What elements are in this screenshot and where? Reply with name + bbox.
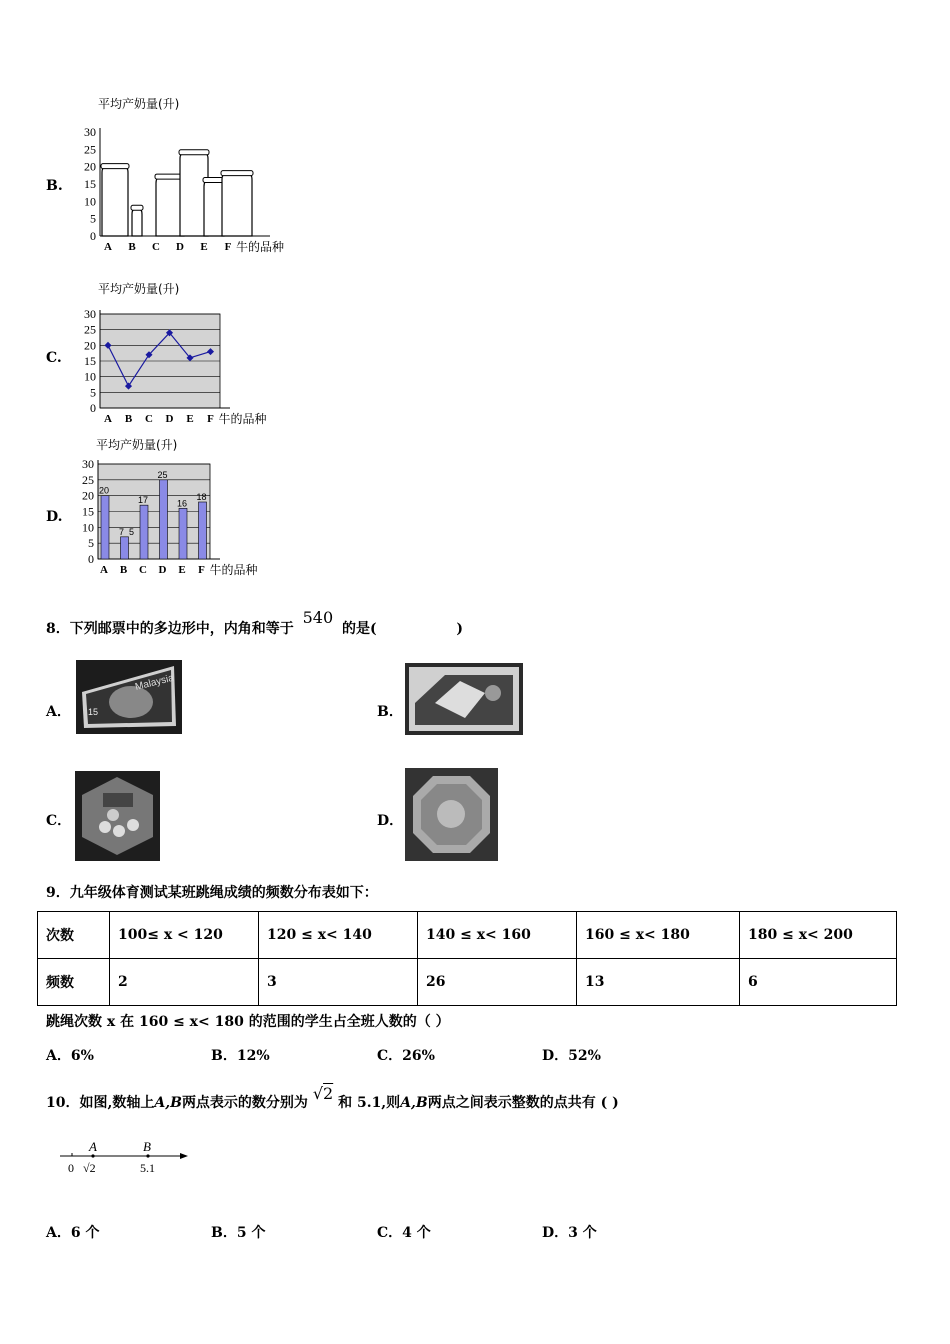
table-cell: 13 — [577, 959, 740, 1006]
x-tick-label: F — [224, 241, 232, 253]
x-tick-label: A — [104, 413, 112, 425]
point-a — [91, 1154, 94, 1157]
chart-title: 平均产奶量(升) — [96, 438, 178, 452]
y-tick-label: 10 — [84, 194, 96, 209]
y-tick-label: 20 — [84, 159, 96, 174]
q8-suffix: 的是( — [342, 621, 377, 637]
q9-question: 跳绳次数 x 在 160 ≤ x< 180 的范围的学生占全班人数的（ ） — [46, 1014, 450, 1030]
y-tick-label: 10 — [84, 369, 96, 384]
x-tick-label: E — [200, 241, 208, 253]
stamp-a-value: 15 — [88, 707, 99, 717]
stamp-a-image — [76, 660, 182, 734]
bar-jar-lid — [179, 150, 209, 155]
table-row — [38, 959, 897, 1006]
table-cell: 120 ≤ x< 140 — [259, 912, 418, 959]
q10-text — [46, 1084, 619, 1112]
data-label: 5 — [128, 526, 135, 537]
q10-ab-2: A,B — [400, 1095, 428, 1111]
stamp-c-graphic — [75, 771, 160, 861]
y-tick-label: 25 — [84, 322, 96, 337]
stamp-c-image — [75, 771, 160, 861]
q9-option-c: C．26% — [377, 1048, 435, 1064]
q10-stem-c: 和 5.1,则 — [338, 1095, 401, 1111]
y-tick-label: 25 — [82, 472, 94, 487]
stamp-b-image — [405, 663, 523, 735]
x-tick-label: B — [124, 413, 133, 425]
chart-c — [70, 281, 290, 431]
q10-ab: A,B — [154, 1095, 182, 1111]
y-tick-label: 30 — [84, 125, 96, 139]
x-axis-title: 牛的品种 — [218, 412, 267, 426]
y-tick-label: 25 — [84, 142, 96, 157]
number-line — [58, 1136, 198, 1176]
q9-text: 9．九年级体育测试某班跳绳成绩的频数分布表如下： — [46, 885, 378, 901]
bar-jar — [132, 208, 142, 236]
stamp-a-graphic — [76, 660, 182, 734]
label-b: B — [143, 1139, 151, 1154]
table-cell: 26 — [418, 959, 577, 1006]
x-tick-label: A — [100, 564, 108, 576]
x-tick-label: E — [178, 564, 186, 576]
y-tick-label: 15 — [84, 177, 96, 191]
q8-text — [46, 608, 464, 638]
table-cell: 频数 — [38, 959, 110, 1006]
y-tick-label: 5 — [90, 211, 96, 226]
point-b — [146, 1154, 149, 1157]
y-tick-label: 0 — [88, 552, 94, 566]
x-tick-label: F — [207, 413, 214, 425]
q10-option-a: A．6 个 — [46, 1225, 100, 1241]
stamp-d-image — [405, 768, 498, 861]
q10-stem-a: 10．如图,数轴上 — [46, 1095, 155, 1111]
data-label: 16 — [176, 498, 188, 509]
y-tick-label: 0 — [90, 229, 96, 243]
x-tick-label: B — [119, 564, 128, 576]
data-label: 7 — [118, 526, 125, 537]
q10-sqrt-value: 2 — [323, 1084, 334, 1103]
q10-option-b: B．5 个 — [211, 1225, 266, 1241]
x-tick-label: C — [152, 241, 160, 253]
y-tick-label: 5 — [90, 385, 96, 400]
bar — [160, 480, 168, 559]
option-b-label: B. — [46, 178, 63, 194]
q9-option-b: B．12% — [211, 1048, 270, 1064]
data-label: 18 — [196, 492, 207, 502]
q10-sqrt: √2 — [312, 1084, 334, 1103]
bar — [140, 505, 148, 559]
stamp-b-graphic — [405, 663, 523, 735]
x-tick-label: D — [165, 413, 174, 425]
bar-jar-lid — [101, 164, 129, 169]
q8-option-c: C． — [46, 813, 72, 829]
q9-option-d: D．52% — [542, 1048, 601, 1064]
x-axis-title: 牛的品种 — [236, 240, 285, 254]
x-tick-label: C — [145, 413, 153, 425]
label-zero: 0 — [68, 1161, 74, 1175]
q10-stem-b: 两点表示的数分别为 — [181, 1095, 308, 1111]
q10-option-c: C．4 个 — [377, 1225, 431, 1241]
table-cell: 3 — [259, 959, 418, 1006]
q8-option-a: A． — [46, 704, 71, 720]
q9-option-a: A．6% — [46, 1048, 94, 1064]
x-tick-label: D — [176, 241, 184, 253]
bar-jar-lid — [131, 205, 143, 210]
table-cell: 6 — [740, 959, 897, 1006]
bar-jar-lid — [221, 171, 253, 176]
stamp-d-graphic — [405, 768, 498, 861]
q8-option-b: B． — [377, 704, 403, 720]
q8-stem: 8．下列邮票中的多边形中，内角和等于 — [46, 621, 294, 637]
bar — [101, 496, 109, 559]
x-tick-label: C — [139, 564, 147, 576]
label-b-value: 5.1 — [140, 1161, 155, 1175]
q8-option-d: D． — [377, 813, 404, 829]
bar-jar — [222, 174, 252, 236]
y-tick-label: 0 — [90, 401, 96, 415]
option-d-label: D. — [46, 509, 63, 525]
chart-title: 平均产奶量(升) — [98, 97, 180, 111]
chart-title: 平均产奶量(升) — [98, 282, 180, 296]
x-tick-label: E — [186, 413, 194, 425]
y-tick-label: 20 — [82, 488, 94, 503]
q8-value: 540 — [302, 608, 334, 627]
chart-d — [70, 437, 280, 582]
x-tick-label: D — [158, 564, 167, 576]
q10-option-d: D．3 个 — [542, 1225, 597, 1241]
table-cell: 160 ≤ x< 180 — [577, 912, 740, 959]
y-tick-label: 10 — [82, 520, 94, 535]
y-tick-label: 15 — [82, 504, 94, 519]
y-tick-label: 5 — [88, 536, 94, 551]
x-axis-title: 牛的品种 — [209, 563, 258, 577]
y-tick-label: 15 — [84, 354, 96, 368]
y-tick-label: 20 — [84, 338, 96, 353]
x-tick-label: A — [104, 241, 112, 253]
chart-b — [70, 96, 310, 256]
frequency-table — [37, 911, 897, 1006]
label-a: A — [89, 1139, 97, 1154]
y-tick-label: 30 — [82, 457, 94, 471]
table-row — [38, 912, 897, 959]
data-label: 20 — [98, 485, 110, 496]
data-label: 17 — [137, 495, 149, 506]
x-tick-label: F — [198, 564, 205, 576]
data-label: 25 — [157, 469, 168, 480]
y-tick-label: 30 — [84, 307, 96, 321]
bar-jar — [204, 181, 224, 236]
x-tick-label: B — [128, 241, 136, 253]
bar — [179, 508, 187, 559]
table-cell: 100≤ x < 120 — [110, 912, 259, 959]
table-cell: 180 ≤ x< 200 — [740, 912, 897, 959]
table-cell: 次数 — [38, 912, 110, 959]
bar-jar — [102, 167, 128, 236]
q10-stem-d: 两点之间表示整数的点共有 ( ) — [427, 1095, 619, 1111]
q8-close: ) — [456, 621, 464, 637]
stamp-a-text: Malaysia — [134, 672, 176, 693]
bar — [121, 537, 129, 559]
table-cell: 2 — [110, 959, 259, 1006]
label-sqrt2: √2 — [83, 1161, 96, 1175]
table-cell: 140 ≤ x< 160 — [418, 912, 577, 959]
axis-arrow — [180, 1153, 188, 1159]
option-c-label: C. — [46, 350, 62, 366]
bar — [199, 502, 207, 559]
